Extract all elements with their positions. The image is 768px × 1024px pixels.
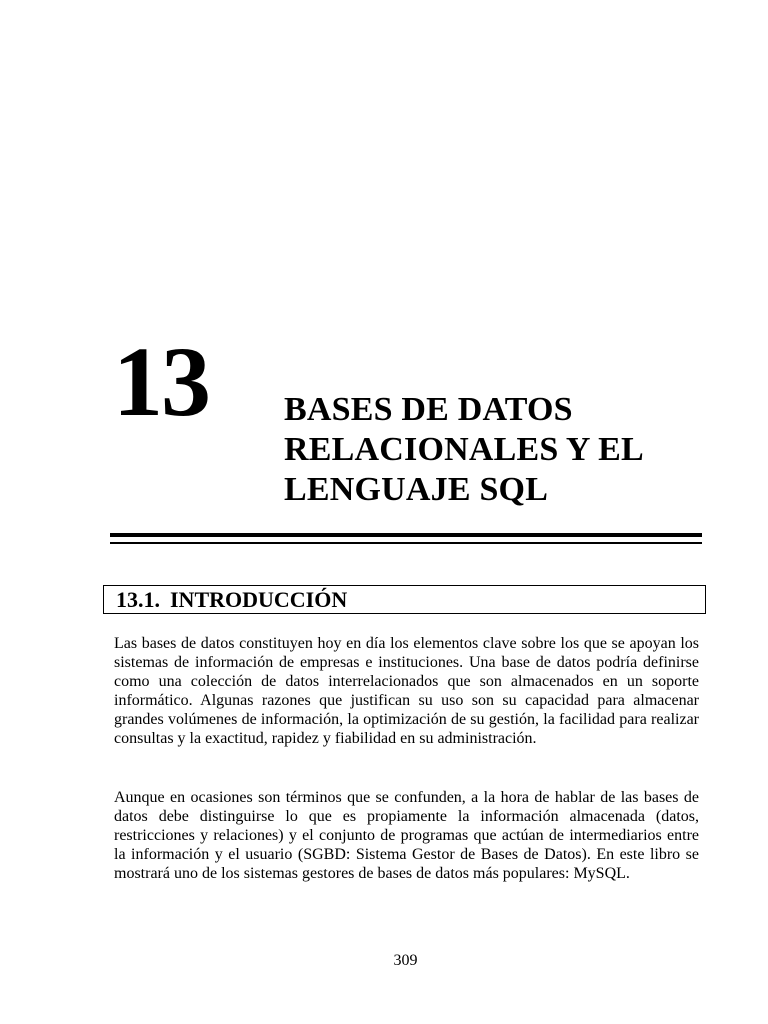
body-paragraph: Aunque en ocasiones son términos que se confunden, a la hora de hablar de las bases de datos debe distinguirse lo que es propiamente la información almacenada (datos, restricciones y relaciones) y el conjunto de programas que actúan de intermediarios entre la información y el usuario (SGBD: Sistema Gestor de Bases de Datos). En este libro se mostrará uno de los sistemas gestores de bases de datos más populares: MySQL. [114,789,699,882]
section-heading-box [103,585,706,614]
chapter-title-line: BASES DE DATOS [284,391,573,428]
chapter-title-line: RELACIONALES Y EL [284,431,644,468]
chapter-divider-thick [110,533,702,537]
section-number: 13.1. [116,587,160,612]
page-number: 309 [393,952,418,969]
section-heading [116,587,347,613]
chapter-number: 13 [113,326,209,437]
section-title: INTRODUCCIÓN [170,587,348,612]
body-paragraph: Las bases de datos constituyen hoy en día los elementos clave sobre los que se apoyan los sistemas de información de empresas e instituciones. Una base de datos podría definirse como una colección de datos interrelacionados que son almacenados en un soporte informático. Algunas razones que justifican su uso son su capacidad para almacenar grandes volúmenes de información, la optimización de su gestión, la facilidad para realizar consultas y la exactitud, rapidez y fiabilidad en su administración. [114,635,699,747]
chapter-divider-thin [110,542,702,544]
chapter-title-line: LENGUAJE SQL [284,471,549,508]
chapter-title [284,390,644,510]
